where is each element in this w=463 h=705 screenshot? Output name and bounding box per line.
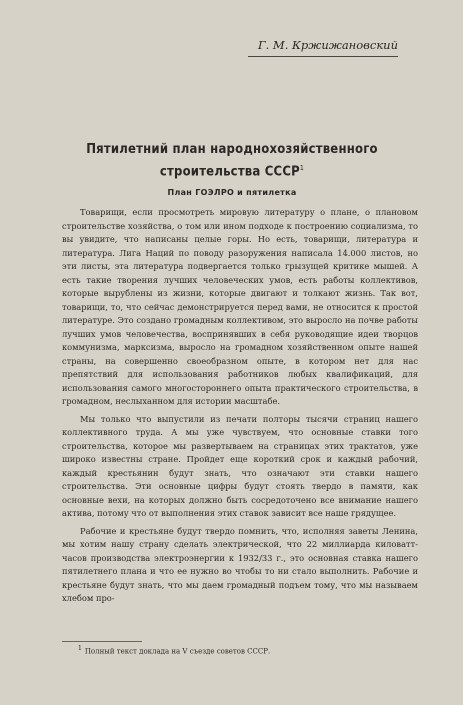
paragraph-1: Товарищи, если просмотреть мировую литературу о плане, о плановом строительстве хозяйства, о том или ином подходе к построению социализма, то вы увидите, что написаны целые горы. Но есть, товарищи, литература и литература. Лига Наций по поводу разоружения написала 14.000 листов, но эти листы, эта литература подвергается только грызущей критике мышей. А есть такие творения лучших человеческих умов, есть работы коллективов, которые вырублены из жизни, которые двигают и толкают жизнь. Так вот, товарищи, то, что сейчас демонстрируется перед вами, не относится к простой литературе. Это создано громадным коллективом, это выросло на почве работы лучших умов человечества, воспринявших в себя руководящие идеи творцов коммунизма, марксизма, выросло на громадном хозяйственном опыте нашей страны, на совершенно своеобразном опыте, в котором нет для нас препятствий для использования работников любых квалификаций, для использования самого многостороннего опыта практического строительства, в громадном, неслыханном для истории масштабе. bbox=[62, 207, 418, 406]
footnote bbox=[62, 644, 418, 656]
article-title bbox=[40, 140, 424, 181]
paragraph-3: Рабочие и крестьяне будут твердо помнить, что, исполняя заветы Ленина, мы хотим нашу страну сделать электрической, что 22 миллиарда киловатт-часов производства электроэнергии к 1932/33 г., это основная ставка нашего пятилетнего плана и что ее нужно во чтобы то ни стало выполнить. Рабочие и крестьяне будут знать, что мы даем громадный подъем тому, что мы называем хлебом про- bbox=[62, 525, 418, 603]
author-name: Г. М. Кржижановский bbox=[258, 38, 398, 52]
title-line-2-text: строительства СССР bbox=[159, 164, 300, 180]
author-header bbox=[248, 38, 398, 52]
footnote-mark: 1 bbox=[78, 645, 82, 652]
section-subtitle: План ГОЭЛРО и пятилетка bbox=[167, 188, 297, 197]
title-footnote-mark: 1 bbox=[299, 164, 305, 172]
article-body bbox=[62, 206, 418, 606]
author-underline bbox=[248, 56, 398, 57]
paragraph-2: Мы только что выпустили из печати полторы тысячи страниц нашего коллективного труда. А мы уже чувствуем, что основные ставки того строительства, которое мы развертываем на страницах этих трактатов, уже широко известны стране. Пройдет еще короткий срок и каждый рабочий, каждый крестьянин будут знать, что означают эти ставки нашего строительства. Эти основные цифры будут стоять твердо в памяти, как основные вехи, на которых должно быть сосредоточено все внимание нашего актива, потому что от выполнения этих ставок зависит все наше грядущее. bbox=[62, 413, 418, 518]
title-line-1: Пятилетний план народнохозяйственного bbox=[86, 142, 378, 157]
footnote-text: Полный текст доклада на V съезде советов СССР. bbox=[84, 647, 271, 656]
footnote-divider bbox=[62, 641, 142, 642]
title-line-2 bbox=[40, 159, 424, 181]
